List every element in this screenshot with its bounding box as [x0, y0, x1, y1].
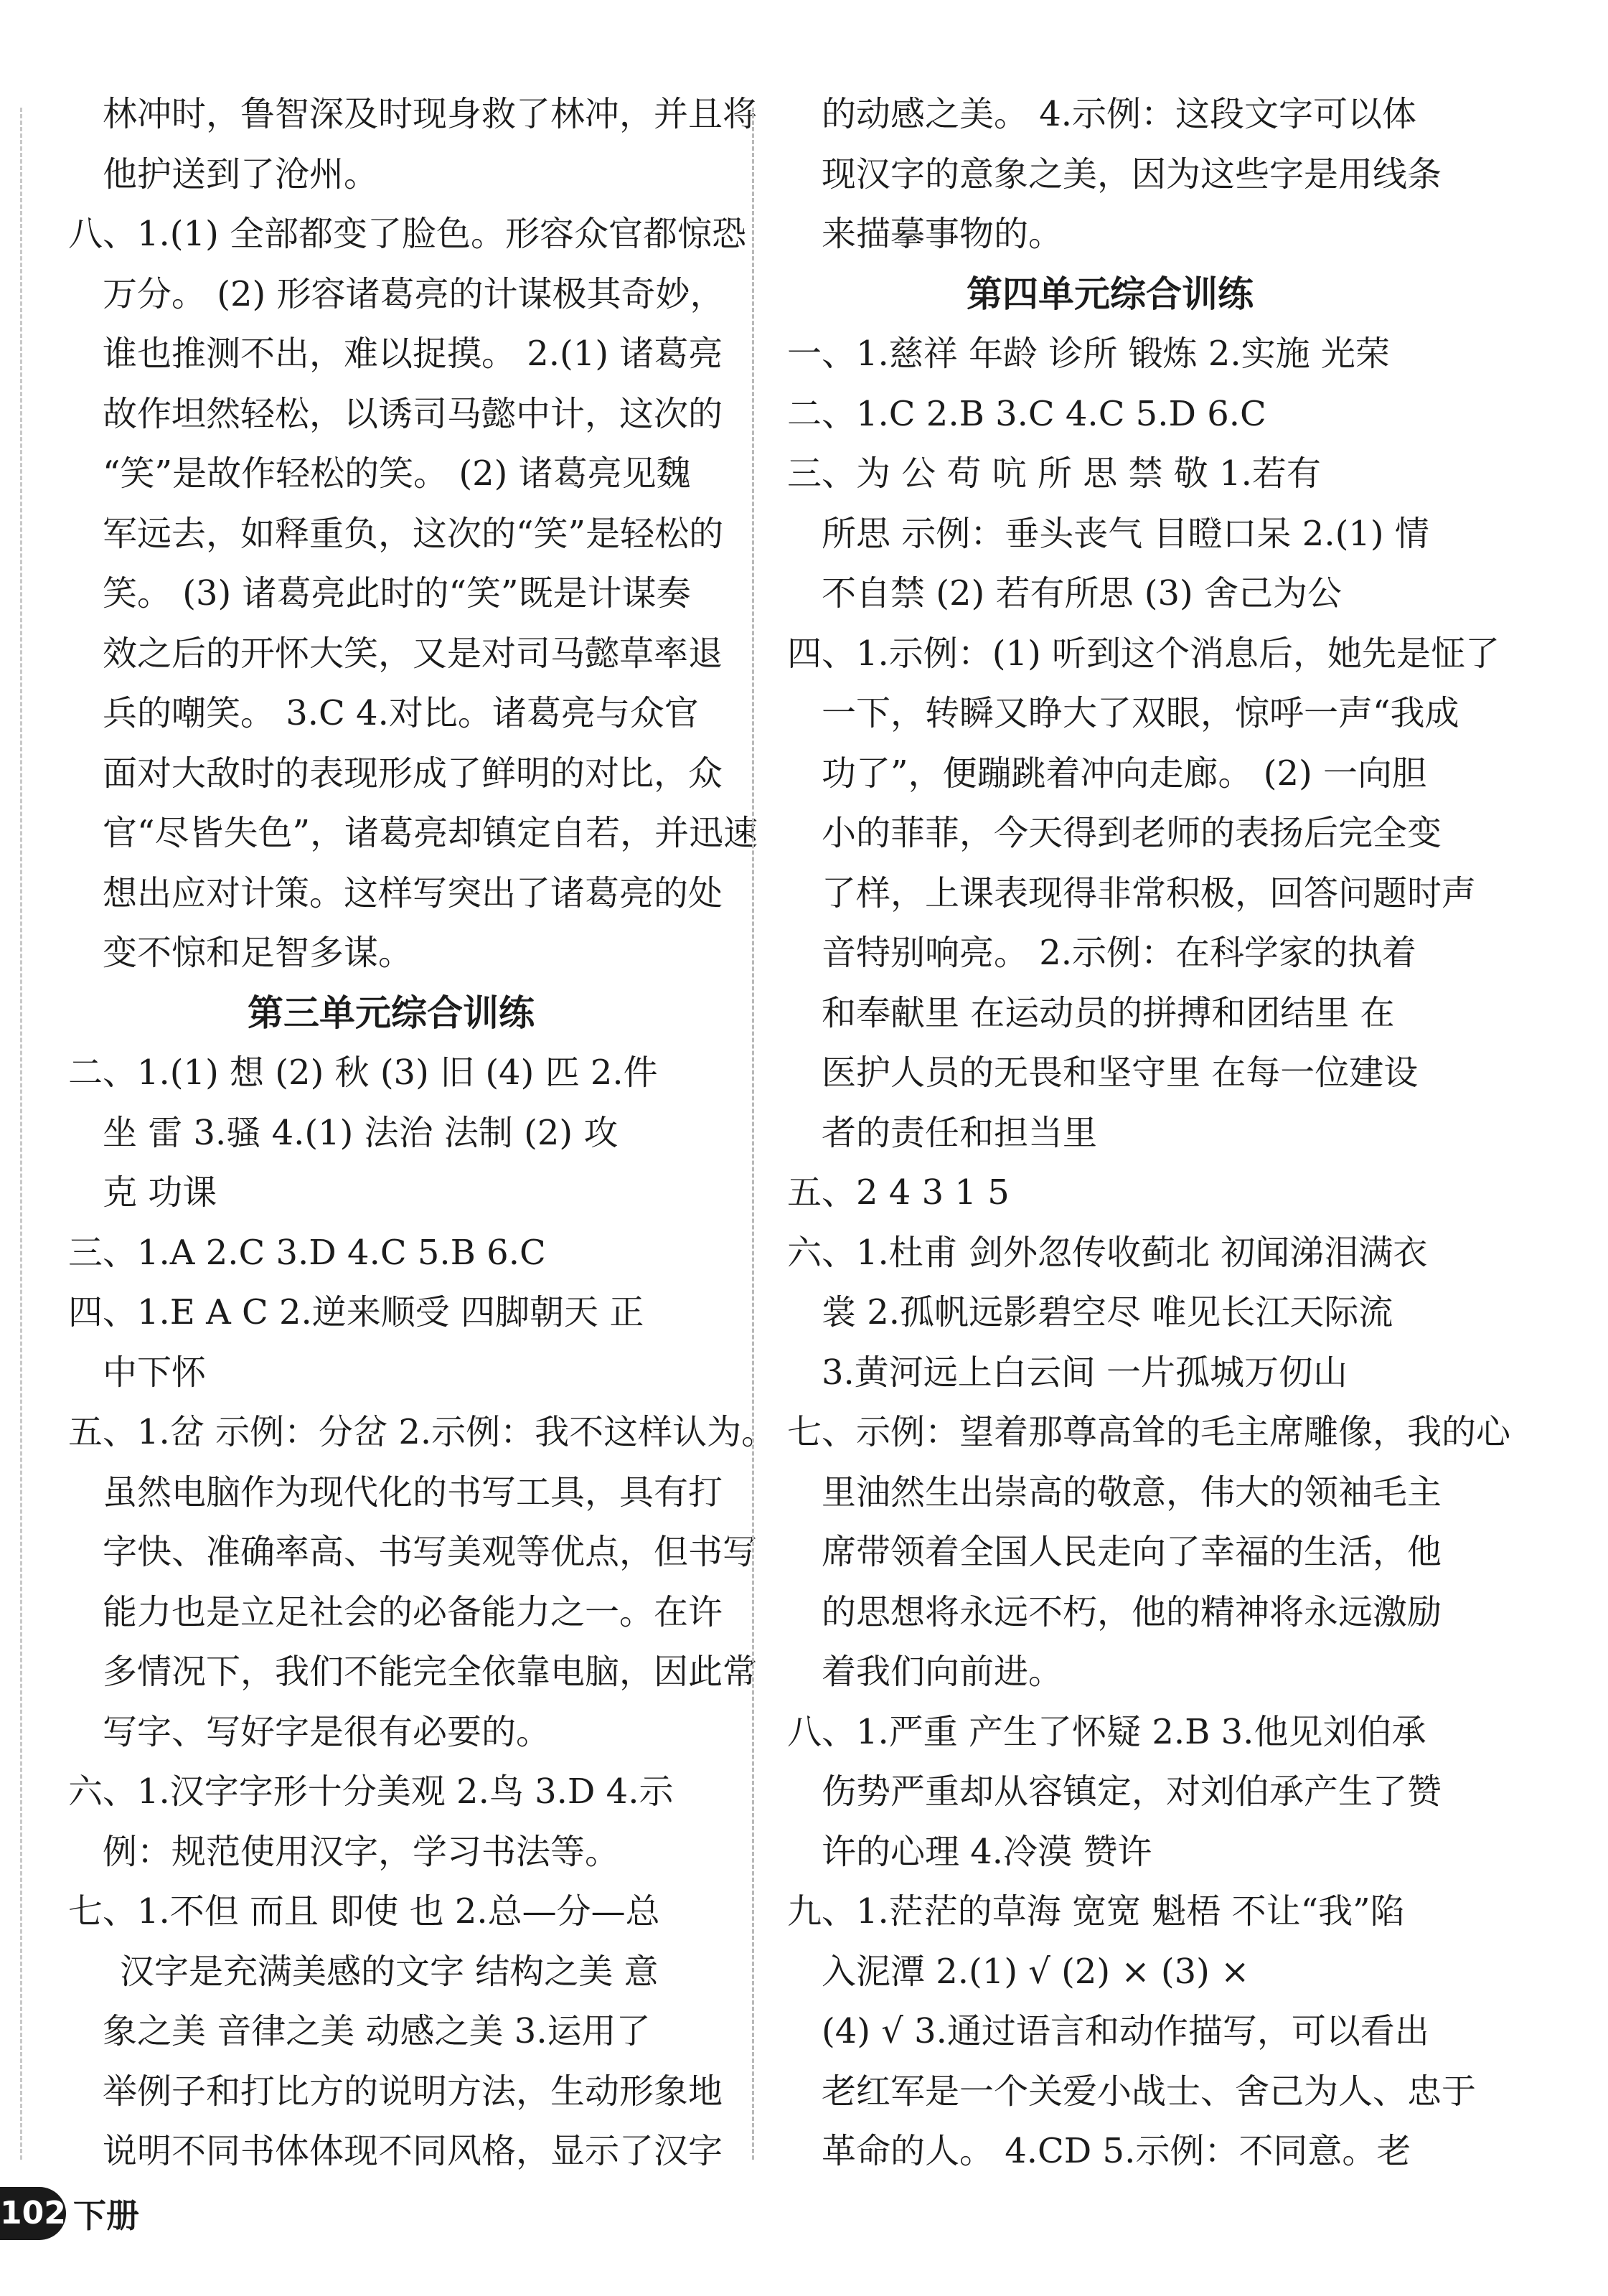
section-heading: 第四单元综合训练	[967, 273, 1254, 315]
answer-line: 面对大敌时的表现形成了鲜明的对比，众	[103, 753, 723, 794]
answer-line: 三、为 公 苟 吭 所 思 禁 敬 1.若有	[787, 453, 1321, 494]
answer-line: 说明不同书体体现不同风格，显示了汉字	[103, 2131, 723, 2171]
answer-line: 来描摹事物的。	[822, 214, 1063, 254]
answer-line: 了样，上课表现得非常积极，回答问题时声	[822, 872, 1477, 913]
answer-line: 汉字是充满美感的文字 结构之美 意	[120, 1951, 659, 1992]
answer-line: 效之后的开怀大笑，又是对司马懿草率退	[103, 633, 723, 674]
answer-line: 二、1.C 2.B 3.C 4.C 5.D 6.C	[787, 393, 1266, 434]
answer-line: 老红军是一个关爱小战士、舍己为人、忠于	[822, 2071, 1477, 2112]
answer-line: 六、1.杜甫 剑外忽传收蓟北 初闻涕泪满衣	[787, 1232, 1428, 1273]
answer-line: “笑”是故作轻松的笑。 (2) 诸葛亮见魏	[103, 453, 691, 494]
answer-line: 想出应对计策。这样写突出了诸葛亮的处	[103, 872, 723, 913]
answer-line: 不自禁 (2) 若有所思 (3) 舍己为公	[822, 573, 1343, 613]
answer-line: 现汉字的意象之美，因为这些字是用线条	[822, 154, 1442, 194]
section-heading: 第三单元综合训练	[248, 992, 535, 1034]
answer-line: 者的责任和担当里	[822, 1112, 1098, 1153]
left-answer-column	[68, 85, 776, 2182]
answer-line: 中下怀	[103, 1352, 207, 1393]
answer-line: 兵的嘲笑。 3.C 4.对比。诸葛亮与众官	[103, 693, 699, 733]
answer-line: 裳 2.孤帆远影碧空尽 唯见长江天际流	[822, 1292, 1393, 1332]
answer-line: 多情况下，我们不能完全依靠电脑，因此常	[103, 1652, 758, 1692]
answer-line: 八、1.严重 产生了怀疑 2.B 3.他见刘伯承	[787, 1711, 1426, 1752]
answer-line: 坐 雷 3.骚 4.(1) 法治 法制 (2) 攻	[103, 1112, 619, 1153]
answer-line: 3.黄河远上白云间 一片孤城万仞山	[822, 1352, 1348, 1393]
answer-line: 所思 示例：垂头丧气 目瞪口呆 2.(1) 情	[822, 513, 1429, 554]
answer-line: 席带领着全国人民走向了幸福的生活，他	[822, 1532, 1442, 1572]
answer-line: 林冲时，鲁智深及时现身救了林冲，并且将	[103, 94, 758, 134]
answer-line: 五、2 4 3 1 5	[787, 1172, 1010, 1213]
answer-line: 的动感之美。 4.示例：这段文字可以体	[822, 94, 1417, 134]
answer-line: 四、1.示例：(1) 听到这个消息后，她先是怔了	[787, 633, 1500, 674]
answer-line: 故作坦然轻松，以诱司马懿中计，这次的	[103, 393, 723, 434]
right-answer-column	[787, 85, 1511, 2182]
answer-line: 革命的人。 4.CD 5.示例：不同意。老	[822, 2131, 1411, 2171]
answer-line: 笑。 (3) 诸葛亮此时的“笑”既是计谋奏	[103, 573, 691, 613]
answer-line: 他护送到了沧州。	[103, 154, 379, 194]
answer-line: 象之美 音律之美 动感之美 3.运用了	[103, 2011, 651, 2051]
answer-line: 里油然生出崇高的敬意，伟大的领袖毛主	[822, 1472, 1442, 1512]
answer-line: 一下，转瞬又睁大了双眼，惊呼一声“我成	[822, 693, 1459, 733]
answer-line: 克 功课	[103, 1172, 217, 1213]
answer-line: 着我们向前进。	[822, 1652, 1063, 1692]
answer-line: 六、1.汉字字形十分美观 2.鸟 3.D 4.示	[68, 1772, 674, 1812]
answer-line: 的思想将永远不朽，他的精神将永远激励	[822, 1591, 1442, 1632]
answer-line: 七、示例：望着那尊高耸的毛主席雕像，我的心	[787, 1412, 1511, 1452]
answer-line: 举例子和打比方的说明方法，生动形象地	[103, 2071, 723, 2112]
page-edge-dashed-line	[20, 108, 22, 2160]
answer-line: 小的菲菲，今天得到老师的表扬后完全变	[822, 813, 1442, 853]
answer-line: (4) √ 3.通过语言和动作描写，可以看出	[822, 2011, 1429, 2051]
answer-line: 谁也推测不出，难以捉摸。 2.(1) 诸葛亮	[103, 334, 723, 374]
volume-label: 下册	[73, 2196, 139, 2235]
answer-line: 能力也是立足社会的必备能力之一。在许	[103, 1591, 723, 1632]
answer-line: 许的心理 4.冷漠 赞许	[822, 1831, 1152, 1872]
answer-line: 写字、写好字是很有必要的。	[103, 1711, 551, 1752]
page-footer	[0, 2181, 139, 2246]
answer-line: 例：规范使用汉字，学习书法等。	[103, 1831, 620, 1872]
answer-line: 变不惊和足智多谋。	[103, 933, 413, 973]
answer-line: 八、1.(1) 全部都变了脸色。形容众官都惊恐	[68, 214, 747, 254]
answer-line: 医护人员的无畏和坚守里 在每一位建设	[822, 1053, 1419, 1093]
answer-line: 军远去，如释重负，这次的“笑”是轻松的	[103, 513, 724, 554]
answer-line: 七、1.不但 而且 即使 也 2.总—分—总	[68, 1891, 660, 1932]
answer-line: 九、1.茫茫的草海 宽宽 魁梧 不让“我”陷	[787, 1891, 1405, 1932]
answer-line: 音特别响亮。 2.示例：在科学家的执着	[822, 933, 1417, 973]
answer-line: 五、1.岔 示例：分岔 2.示例：我不这样认为。	[68, 1412, 776, 1452]
answer-line: 四、1.E A C 2.逆来顺受 四脚朝天 正	[68, 1292, 644, 1332]
answer-line: 伤势严重却从容镇定，对刘伯承产生了赞	[822, 1772, 1442, 1812]
answer-line: 三、1.A 2.C 3.D 4.C 5.B 6.C	[68, 1232, 546, 1273]
answer-line: 功了”，便蹦跳着冲向走廊。 (2) 一向胆	[822, 753, 1427, 794]
answer-line: 字快、准确率高、书写美观等优点，但书写	[103, 1532, 758, 1572]
answer-line: 虽然电脑作为现代化的书写工具，具有打	[103, 1472, 723, 1512]
page-number-badge: 102	[0, 2187, 66, 2240]
answer-line: 和奉献里 在运动员的拼搏和团结里 在	[822, 992, 1395, 1033]
answer-line: 官“尽皆失色”，诸葛亮却镇定自若，并迅速	[103, 813, 758, 853]
answer-line: 一、1.慈祥 年龄 诊所 锻炼 2.实施 光荣	[787, 334, 1390, 374]
answer-line: 入泥潭 2.(1) √ (2) × (3) ×	[822, 1951, 1250, 1992]
answer-line: 二、1.(1) 想 (2) 秋 (3) 旧 (4) 匹 2.件	[68, 1053, 658, 1093]
answer-line: 万分。 (2) 形容诸葛亮的计谋极其奇妙，	[103, 273, 725, 314]
column-divider	[752, 108, 754, 2160]
